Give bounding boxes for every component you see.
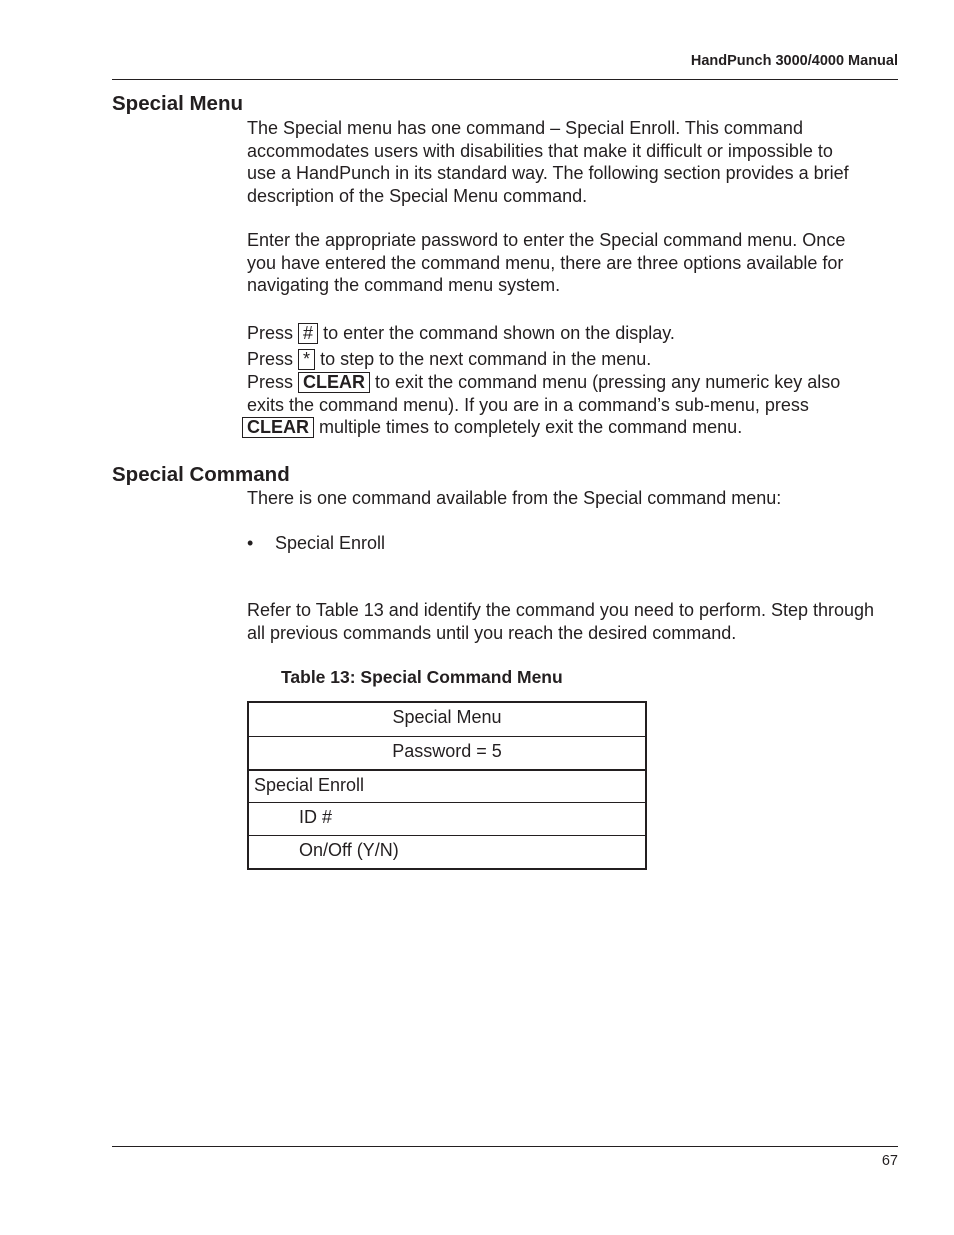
clear-line-3 bbox=[242, 416, 902, 439]
nav-hash-line bbox=[247, 322, 907, 345]
star-description: to step to the next command in the menu. bbox=[320, 349, 652, 369]
footer-rule bbox=[112, 1146, 898, 1147]
text-line: Enter the appropriate password to enter the Special command menu. Once bbox=[247, 230, 846, 250]
list-item-label: Special Enroll bbox=[275, 533, 386, 553]
list-item bbox=[247, 532, 385, 555]
hash-key: # bbox=[298, 323, 318, 344]
clear-key: CLEAR bbox=[242, 417, 314, 438]
header-rule bbox=[112, 79, 898, 80]
special-command-heading: Special Command bbox=[112, 463, 290, 486]
special-menu-heading: Special Menu bbox=[112, 92, 244, 115]
table-row: Special Menu bbox=[392, 707, 502, 727]
press-word: Press bbox=[247, 323, 294, 343]
nav-clear-block bbox=[247, 371, 907, 416]
text-line: Refer to Table 13 and identify the command you need to perform. Step through bbox=[247, 600, 875, 620]
nav-star-line bbox=[247, 348, 907, 371]
text-line: The Special menu has one command – Special Enroll. This command bbox=[247, 118, 803, 138]
star-key: * bbox=[298, 349, 315, 370]
clear-line-1 bbox=[247, 371, 907, 394]
clear-description: to exit the command menu (pressing any numeric key also bbox=[375, 372, 841, 392]
page-number: 67 bbox=[881, 1153, 898, 1169]
special-menu-intro bbox=[247, 117, 907, 207]
special-command-table bbox=[247, 701, 647, 870]
table-row: ID # bbox=[249, 802, 645, 835]
hash-description: to enter the command shown on the display. bbox=[323, 323, 675, 343]
table-row: On/Off (Y/N) bbox=[249, 835, 645, 868]
password-paragraph bbox=[247, 229, 907, 297]
table-row: Special Enroll bbox=[249, 769, 645, 802]
text-line: you have entered the command menu, there are three options available for bbox=[247, 252, 844, 273]
text-line: navigating the command menu system. bbox=[247, 275, 561, 295]
clear-line-2: exits the command menu). If you are in a command’s sub-menu, press bbox=[247, 394, 809, 415]
clear-key: CLEAR bbox=[298, 372, 370, 393]
clear-description: multiple times to completely exit the command menu. bbox=[319, 417, 743, 437]
press-word: Press bbox=[247, 372, 294, 392]
text-line: accommodates users with disabilities that make it difficult or impossible to bbox=[247, 140, 833, 161]
press-word: Press bbox=[247, 349, 294, 369]
text-line: all previous commands until you reach the desired command. bbox=[247, 622, 737, 643]
special-command-intro: There is one command available from the Special command menu: bbox=[247, 488, 782, 508]
table-row: Password = 5 bbox=[249, 736, 645, 769]
text-line: description of the Special Menu command. bbox=[247, 185, 588, 206]
text-line: use a HandPunch in its standard way. The following section provides a brief bbox=[247, 163, 849, 183]
refer-paragraph bbox=[247, 599, 907, 644]
table-caption: Table 13: Special Command Menu bbox=[281, 667, 563, 687]
bullet-icon: • bbox=[247, 533, 254, 553]
running-header-title: HandPunch 3000/4000 Manual bbox=[690, 53, 898, 69]
